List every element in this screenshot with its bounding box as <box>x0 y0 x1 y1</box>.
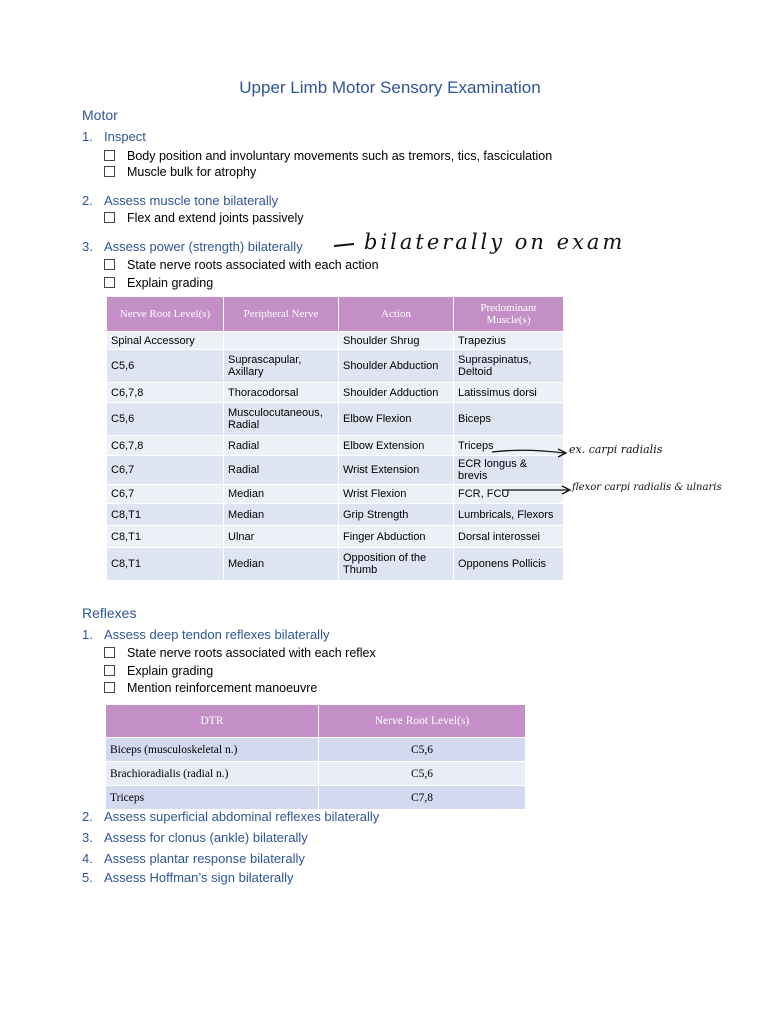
motor-step-3: 3. Assess power (strength) bilaterally <box>82 239 303 254</box>
motor-step-1: 1. Inspect <box>82 129 146 144</box>
list-item: Explain grading <box>104 664 213 678</box>
table-row: Spinal Accessory Shoulder Shrug Trapezius <box>107 332 564 350</box>
checkbox-icon <box>104 212 115 223</box>
column-header: DTR <box>106 705 319 738</box>
column-header: Nerve Root Level(s) <box>319 705 526 738</box>
reflex-step-2: 2. Assess superficial abdominal reflexes bilaterally <box>82 809 380 824</box>
table-row: C8,T1 Median Opposition of the Thumb Opponens Pollicis <box>107 548 564 581</box>
handwritten-arrows <box>490 440 580 500</box>
table-row: Brachioradialis (radial n.) C5,6 <box>106 762 526 786</box>
table-row: C6,7,8 Radial Elbow Extension Triceps <box>107 436 564 456</box>
table-row: C8,T1 Ulnar Finger Abduction Dorsal interossei <box>107 526 564 548</box>
table-row: C6,7 Radial Wrist Extension ECR longus & brevis <box>107 456 564 485</box>
list-item: State nerve roots associated with each reflex <box>104 646 376 660</box>
table-row: C5,6 Musculocutaneous, Radial Elbow Flexion Biceps <box>107 403 564 436</box>
checkbox-icon <box>104 150 115 161</box>
reflex-step-1: 1. Assess deep tendon reflexes bilaterally <box>82 627 330 642</box>
checkbox-icon <box>104 665 115 676</box>
motor-heading: Motor <box>82 107 118 123</box>
column-header: Peripheral Nerve <box>224 297 339 332</box>
list-item: Body position and involuntary movements such as tremors, tics, fasciculation <box>104 149 552 163</box>
reflex-step-5: 5. Assess Hoffman’s sign bilaterally <box>82 870 294 885</box>
column-header: Predominant Muscle(s) <box>454 297 564 332</box>
table-row: Biceps (musculoskeletal n.) C5,6 <box>106 738 526 762</box>
table-row: C8,T1 Median Grip Strength Lumbricals, Flexors <box>107 504 564 526</box>
table-row: C6,7 Median Wrist Flexion FCR, FCU <box>107 485 564 504</box>
reflexes-heading: Reflexes <box>82 605 137 621</box>
motor-step-2: 2. Assess muscle tone bilaterally <box>82 193 279 208</box>
table-header-row <box>107 297 564 332</box>
table-row: Triceps C7,8 <box>106 786 526 810</box>
column-header: Nerve Root Level(s) <box>107 297 224 332</box>
column-header: Action <box>339 297 454 332</box>
checkbox-icon <box>104 277 115 288</box>
power-table <box>106 296 564 581</box>
table-row: C6,7,8 Thoracodorsal Shoulder Adduction Latissimus dorsi <box>107 383 564 403</box>
list-item: Flex and extend joints passively <box>104 211 303 225</box>
handwritten-note: ex. carpi radialis <box>569 443 663 456</box>
checkbox-icon <box>104 259 115 270</box>
handwritten-note: bilaterally on exam <box>364 230 626 254</box>
reflex-step-4: 4. Assess plantar response bilaterally <box>82 851 305 866</box>
list-item: Explain grading <box>104 276 213 290</box>
list-item: Muscle bulk for atrophy <box>104 165 256 179</box>
checkbox-icon <box>104 166 115 177</box>
dtr-table <box>105 704 526 810</box>
table-row: C5,6 Suprascapular, Axillary Shoulder Abduction Supraspinatus, Deltoid <box>107 350 564 383</box>
checkbox-icon <box>104 682 115 693</box>
list-item: State nerve roots associated with each action <box>104 258 379 272</box>
page-title: Upper Limb Motor Sensory Examination <box>239 78 541 97</box>
checkbox-icon <box>104 647 115 658</box>
list-item: Mention reinforcement manoeuvre <box>104 681 317 695</box>
table-header-row <box>106 705 526 738</box>
reflex-step-3: 3. Assess for clonus (ankle) bilaterally <box>82 830 308 845</box>
handwritten-note: flexor carpi radialis & ulnaris <box>572 482 722 493</box>
